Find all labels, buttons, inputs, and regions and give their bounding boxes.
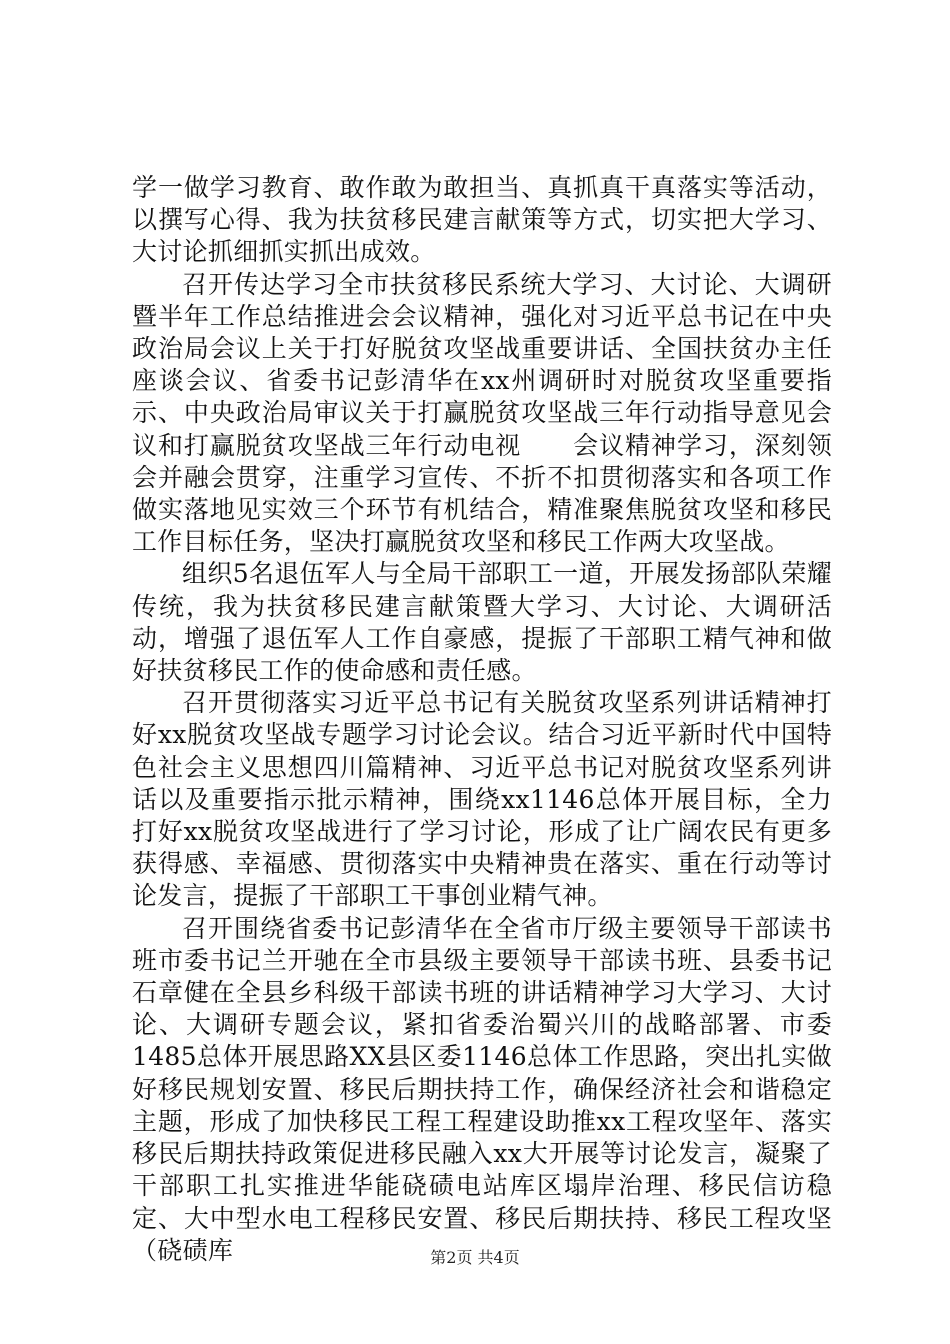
paragraph: 组织5名退伍军人与全局干部职工一道，开展发扬部队荣耀传统，我为扶贫移民建言献策暨大学习、大讨论、大调研活动，增强了退伍军人工作自豪感，提振了干部职工精气神和做好扶贫移民工作的使命感和责任感。 [132,559,832,686]
paragraph: 召开围绕省委书记彭清华在全省市厅级主要领导干部读书班市委书记兰开驰在全市县级主要领导干部读书班、县委书记石章健在全县乡科级干部读书班的讲话精神学习大学习、大讨论、大调研专题会议，紧扣省委治蜀兴川的战略部署、市委1485总体开展思路XX县区委1146总体工作思路，突出扎实做好移民规划安置、移民后期扶持工作，确保经济社会和谐稳定主题，形成了加快移民工程工程建设助推xx工程攻坚年、落实移民后期扶持政策促进移民融入xx大开展等讨论发言，凝聚了干部职工扎实推进华能硗碛电站库区塌岸治理、移民信访稳定、大中型水电工程移民安置、移民后期扶持、移民工程攻坚（硗碛库 [132,913,832,1265]
page-number-footer: 第2页 共4页 [430,1248,520,1267]
paragraph: 召开传达学习全市扶贫移民系统大学习、大讨论、大调研暨半年工作总结推进会会议精神，强化对习近平总书记在中央政治局会议上关于打好脱贫攻坚战重要讲话、全国扶贫办主任座谈会议、省委书记彭清华在xx州调研时对脱贫攻坚重要指示、中央政治局审议关于打赢脱贫攻坚战三年行动指导意见会议和打赢脱贫攻坚战三年行动电视 会议精神学习，深刻领会并融会贯穿，注重学习宣传、不折不扣贯彻落实和各项工作做实落地见实效三个环节有机结合，精准聚焦脱贫攻坚和移民工作目标任务，坚决打赢脱贫攻坚和移民工作两大攻坚战。 [132,269,832,557]
document-body [132,172,832,1267]
paragraph-continuation: 学一做学习教育、敢作敢为敢担当、真抓真干真落实等活动，以撰写心得、我为扶贫移民建言献策等方式，切实把大学习、大讨论抓细抓实抓出成效。 [132,173,832,267]
paragraph: 召开贯彻落实习近平总书记有关脱贫攻坚系列讲话精神打好xx脱贫攻坚战专题学习讨论会议。结合习近平新时代中国特色社会主义思想四川篇精神、习近平总书记对脱贫攻坚系列讲话以及重要指示批示精神，围绕xx1146总体开展目标，全力打好xx脱贫攻坚战进行了学习讨论，形成了让广阔农民有更多获得感、幸福感、贯彻落实中央精神贵在落实、重在行动等讨论发言，提振了干部职工干事创业精气神。 [132,688,832,911]
